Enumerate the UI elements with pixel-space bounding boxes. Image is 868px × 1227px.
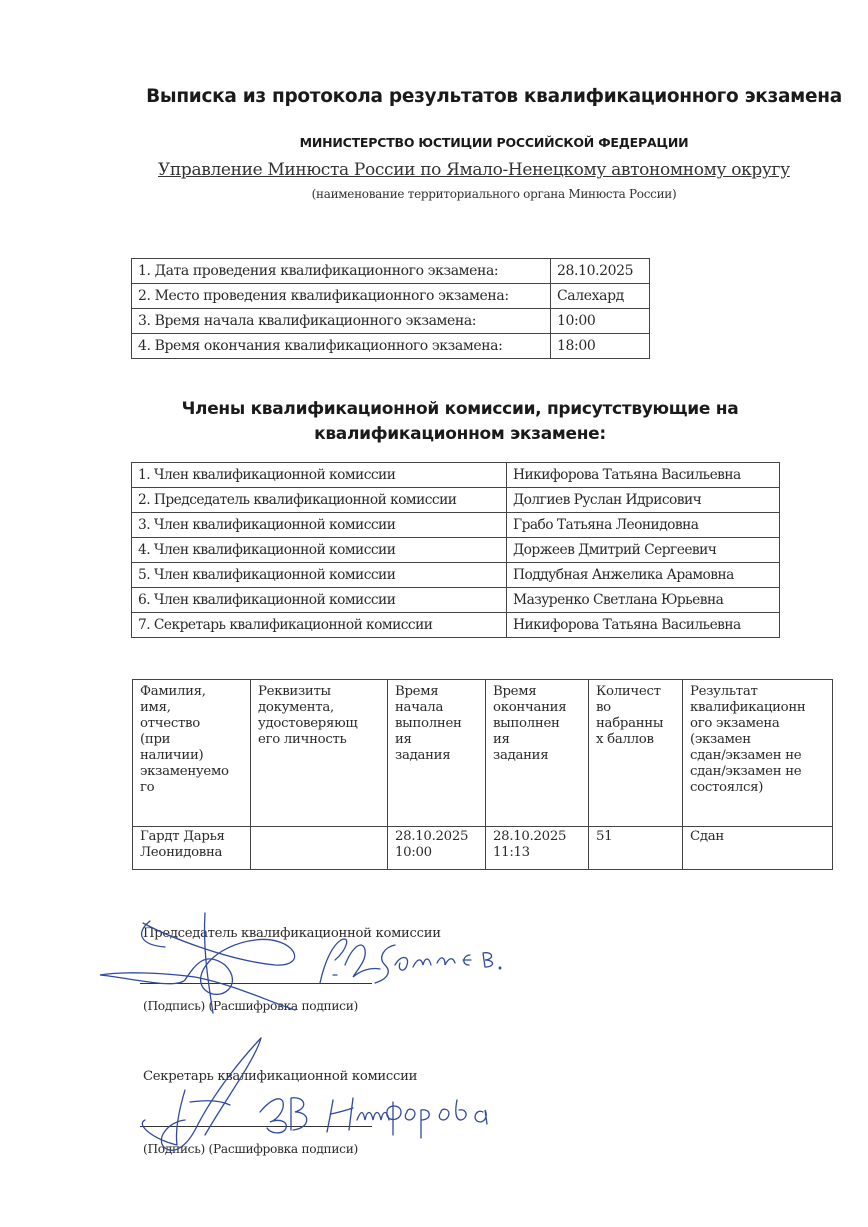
exam-end-value: 18:00 bbox=[551, 334, 650, 359]
header-start-time: Время начала выполнен ия задания bbox=[388, 680, 486, 827]
results-row bbox=[133, 827, 833, 870]
member-name: Долгиев Руслан Идрисович bbox=[507, 488, 780, 513]
member-row bbox=[132, 613, 780, 638]
exam-results-table bbox=[132, 679, 833, 870]
member-name: Мазуренко Светлана Юрьевна bbox=[507, 588, 780, 613]
examinee-name: Гардт Дарья Леонидовна bbox=[133, 827, 251, 870]
commission-members-table bbox=[131, 462, 780, 638]
document-title: Выписка из протокола результатов квалификационного экзамена bbox=[146, 86, 842, 107]
chairman-handwritten-signature-icon bbox=[95, 905, 555, 1015]
territorial-body-caption: (наименование территориального органа Минюста России) bbox=[311, 187, 677, 201]
exam-info-row bbox=[132, 334, 650, 359]
secretary-handwritten-signature-icon bbox=[95, 1030, 515, 1170]
exam-place-label: 2. Место проведения квалификационного экзамена: bbox=[132, 284, 551, 309]
member-role: 5. Член квалификационной комиссии bbox=[132, 563, 507, 588]
member-role: 2. Председатель квалификационной комиссии bbox=[132, 488, 507, 513]
chairman-signature-caption: (Подпись) (Расшифровка подписи) bbox=[143, 999, 358, 1013]
territorial-body-name: Управление Минюста России по Ямало-Ненецкому автономному округу bbox=[158, 160, 790, 180]
exam-date-value: 28.10.2025 bbox=[551, 259, 650, 284]
exam-info-row bbox=[132, 284, 650, 309]
chairman-signature-label: Председатель квалификационной комиссии bbox=[143, 926, 441, 941]
header-result: Результат квалификационн ого экзамена (экзамен сдан/экзамен не сдан/экзамен не состоялся) bbox=[683, 680, 833, 827]
exam-start-label: 3. Время начала квалификационного экзамена: bbox=[132, 309, 551, 334]
header-score: Количест во набранны х баллов bbox=[589, 680, 683, 827]
member-role: 4. Член квалификационной комиссии bbox=[132, 538, 507, 563]
member-row bbox=[132, 538, 780, 563]
member-row bbox=[132, 488, 780, 513]
member-name: Никифорова Татьяна Васильевна bbox=[507, 613, 780, 638]
examinee-score: 51 bbox=[589, 827, 683, 870]
header-full-name: Фамилия, имя, отчество (при наличии) экзаменуемо го bbox=[133, 680, 251, 827]
member-row bbox=[132, 463, 780, 488]
member-name: Поддубная Анжелика Арамовна bbox=[507, 563, 780, 588]
commission-heading-line1: Члены квалификационной комиссии, присутствующие на bbox=[181, 399, 739, 419]
exam-start-value: 10:00 bbox=[551, 309, 650, 334]
header-end-time: Время окончания выполнен ия задания bbox=[486, 680, 589, 827]
member-row bbox=[132, 588, 780, 613]
examinee-result: Сдан bbox=[683, 827, 833, 870]
member-role: 7. Секретарь квалификационной комиссии bbox=[132, 613, 507, 638]
ministry-name: МИНИСТЕРСТВО ЮСТИЦИИ РОССИЙСКОЙ ФЕДЕРАЦИИ bbox=[299, 135, 689, 150]
member-name: Грабо Татьяна Леонидовна bbox=[507, 513, 780, 538]
exam-place-value: Салехард bbox=[551, 284, 650, 309]
member-role: 3. Член квалификационной комиссии bbox=[132, 513, 507, 538]
exam-info-row bbox=[132, 309, 650, 334]
results-header-row bbox=[133, 680, 833, 827]
exam-end-label: 4. Время окончания квалификационного экзамена: bbox=[132, 334, 551, 359]
commission-heading bbox=[130, 397, 790, 447]
secretary-signature-caption: (Подпись) (Расшифровка подписи) bbox=[143, 1142, 358, 1156]
member-role: 6. Член квалификационной комиссии bbox=[132, 588, 507, 613]
examinee-start-time: 28.10.2025 10:00 bbox=[388, 827, 486, 870]
member-row bbox=[132, 513, 780, 538]
examinee-id-document bbox=[251, 827, 388, 870]
member-name: Никифорова Татьяна Васильевна bbox=[507, 463, 780, 488]
exam-date-label: 1. Дата проведения квалификационного экзамена: bbox=[132, 259, 551, 284]
exam-info-row bbox=[132, 259, 650, 284]
exam-info-table bbox=[131, 258, 650, 359]
examinee-end-time: 28.10.2025 11:13 bbox=[486, 827, 589, 870]
member-name: Доржеев Дмитрий Сергеевич bbox=[507, 538, 780, 563]
header-id-document: Реквизиты документа, удостоверяющ его личность bbox=[251, 680, 388, 827]
commission-heading-line2: квалификационном экзамене: bbox=[314, 424, 606, 444]
secretary-signature-label: Секретарь квалификационной комиссии bbox=[143, 1069, 418, 1084]
member-row bbox=[132, 563, 780, 588]
member-role: 1. Член квалификационной комиссии bbox=[132, 463, 507, 488]
